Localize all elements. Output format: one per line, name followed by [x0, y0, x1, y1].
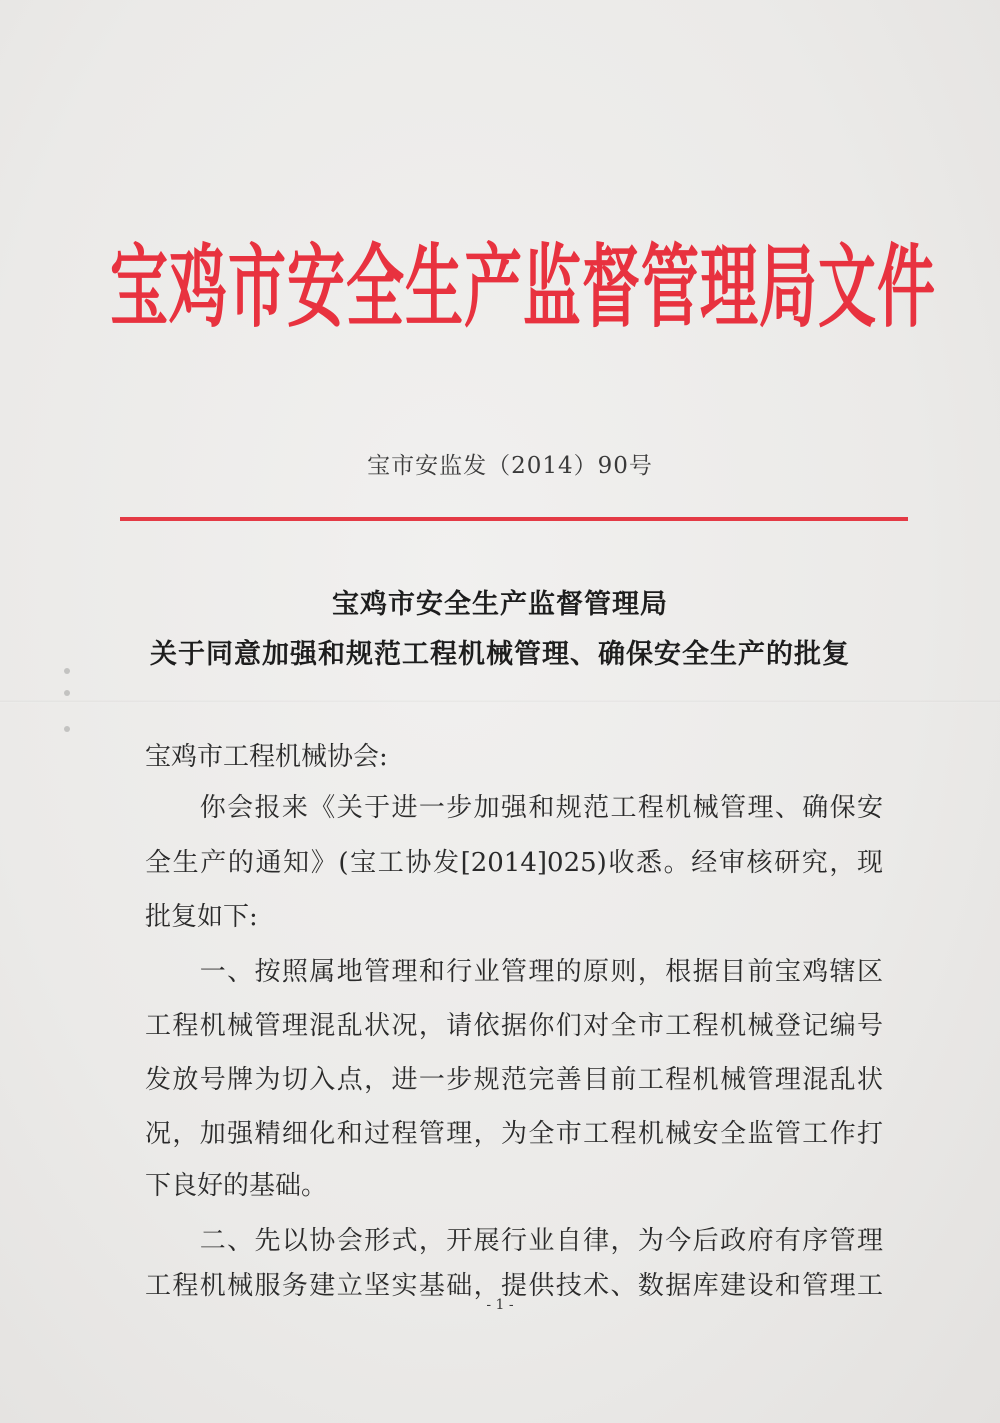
- body-line: 批复如下:: [145, 902, 258, 932]
- document-heading-line-2: 关于同意加强和规范工程机械管理、确保安全生产的批复: [150, 639, 850, 670]
- margin-mark: [64, 726, 70, 732]
- body-line: 你会报来《关于进一步加强和规范工程机械管理、确保安: [145, 793, 883, 823]
- body-line: 况，加强精细化和过程管理，为全市工程机械安全监管工作打: [145, 1119, 883, 1149]
- header-red-rule: [120, 517, 908, 521]
- document-number: 宝市安监发（2014）90号: [367, 453, 653, 479]
- body-line: 一、按照属地管理和行业管理的原则，根据目前宝鸡辖区: [145, 957, 883, 987]
- body-line: 发放号牌为切入点，进一步规范完善目前工程机械管理混乱状: [145, 1065, 883, 1095]
- body-line: 二、先以协会形式，开展行业自律，为今后政府有序管理: [145, 1226, 883, 1256]
- body-line: 下良好的基础。: [145, 1171, 328, 1201]
- paper-fold: [0, 700, 1000, 703]
- page-number: - 1 -: [486, 1297, 514, 1313]
- body-line: 工程机械管理混乱状况，请依据你们对全市工程机械登记编号: [145, 1011, 883, 1041]
- margin-mark: [64, 690, 70, 696]
- salutation: 宝鸡市工程机械协会:: [145, 742, 388, 772]
- document-heading-line-1: 宝鸡市安全生产监督管理局: [332, 589, 668, 620]
- body-line: 工程机械服务建立坚实基础，提供技术、数据库建设和管理工: [145, 1271, 883, 1301]
- document-header-title: 宝鸡市安全生产监督管理局文件: [110, 234, 937, 340]
- margin-mark: [64, 668, 70, 674]
- body-line: 全生产的通知》(宝工协发[2014]025)收悉。经审核研究，现: [145, 848, 883, 878]
